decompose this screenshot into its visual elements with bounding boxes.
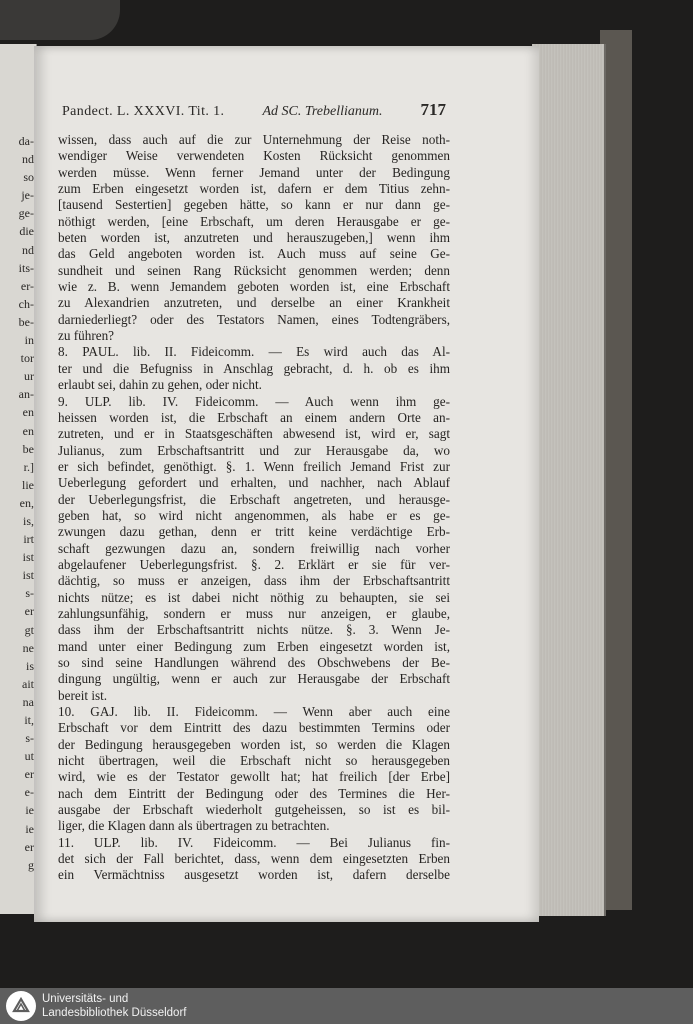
text-line: nichts nütze; es ist dabei nicht nöthig zu behaupten, sie sei bbox=[58, 589, 450, 605]
text-line: wendiger Weise verwendeten Kosten Rücksicht genommen bbox=[58, 148, 450, 164]
text-line: darniederliegt? oder des Testators Namen, eines Todtengräbers, bbox=[58, 311, 450, 327]
fragment-line: ne bbox=[22, 640, 34, 655]
text-line: heissen worden ist, die Erbschaft an einem andern Orte an- bbox=[58, 409, 450, 425]
fragment-line: er bbox=[24, 839, 34, 854]
fragment-line: en, bbox=[19, 495, 34, 510]
text-line: 10. GAJ. lib. II. Fideicomm. — Wenn aber auch eine bbox=[58, 704, 450, 720]
text-line: mand unter einer Bedingung zum Erben eingesetzt worden ist, bbox=[58, 638, 450, 654]
fragment-line: ist bbox=[22, 568, 34, 583]
text-line: schaft gezwungen dazu an, sondern freiwillig nach vorher bbox=[58, 540, 450, 556]
text-line: erlaubt sei, dahin zu gehen, oder nicht. bbox=[58, 377, 262, 393]
text-line: zwungen dazu gethan, denn er tritt keine verdächtige Erb- bbox=[58, 524, 450, 540]
text-line: ter und die Befugniss in Anschlag gebracht, d. h. ob es ihm bbox=[58, 360, 450, 376]
text-line: zum Erben eingesetzt worden ist, dafern er dem Titius zehn- bbox=[58, 181, 450, 197]
page-block-edges bbox=[532, 44, 606, 916]
text-line: abgelaufener Ueberlegungsfrist. §. 2. Erklärt er sie für ver- bbox=[58, 556, 450, 572]
footer-library-name[interactable] bbox=[42, 992, 186, 1020]
text-line: Ueberlegung gefordert und erhalten, und nachher, nach Ablauf bbox=[58, 475, 450, 491]
fragment-line: so bbox=[23, 170, 34, 185]
text-line: ausgabe der Erbschaft wiederholt gutgeheissen, so ist es bil- bbox=[58, 802, 450, 818]
fragment-line: ut bbox=[24, 749, 34, 764]
text-line: sundheit und seinen Rang Rücksicht genommen werden; denn bbox=[58, 262, 450, 278]
fragment-line: je- bbox=[21, 188, 34, 203]
fragment-line: ur bbox=[24, 369, 34, 384]
footer-line-1: Universitäts- und bbox=[42, 993, 129, 1005]
text-line: so sind seine Handlungen während des Obschwebens der Be- bbox=[58, 655, 450, 670]
text-line: dächtig, so muss er anzeigen, dass ihm der Erbschaftsantritt bbox=[58, 573, 450, 589]
library-footer bbox=[0, 988, 693, 1024]
page-number: 717 bbox=[420, 100, 446, 119]
fragment-line: be- bbox=[18, 314, 34, 329]
text-line: det sich der Fall berichtet, dass, wenn dem eingesetzten Erben bbox=[58, 851, 450, 867]
running-head-title: Pandect. L. XXXVI. Tit. 1. bbox=[62, 104, 225, 119]
text-line: [tausend Sestertien] gegeben hätte, so kann er nur dann ge- bbox=[58, 197, 450, 213]
text-line: wissen, dass auch auf die zur Unternehmung der Reise noth- bbox=[58, 132, 450, 147]
fragment-line: tor bbox=[20, 351, 34, 366]
fragment-line: er bbox=[24, 604, 34, 619]
text-line: wird, wie es der Testator gewollt hat; hat freilich [der Erbe] bbox=[58, 769, 450, 785]
fragment-line: its- bbox=[18, 260, 34, 275]
text-line: werden müsse. Wenn ferner Jemand unter der Bedingung bbox=[58, 164, 450, 180]
fragment-line: nd bbox=[22, 152, 34, 167]
running-head-subtitle: Ad SC. Trebellianum. bbox=[262, 104, 383, 119]
body-text bbox=[58, 132, 450, 884]
book-cover-corner bbox=[0, 0, 120, 40]
text-line: zu Alexandrien anzutreten, und derselbe an einer Krankheit bbox=[58, 295, 450, 311]
running-head bbox=[62, 100, 446, 120]
ulb-logo-icon[interactable] bbox=[6, 991, 36, 1021]
fragment-line: ge- bbox=[18, 206, 34, 221]
text-line: zu führen? bbox=[58, 328, 115, 344]
text-line: er sich befindet, genöthigt. §. 1. Wenn freilich Jemand Frist zur bbox=[58, 458, 450, 474]
text-line: nicht übertragen, weil die Erbschaft nicht so herausgegeben bbox=[58, 753, 450, 769]
text-line: 11. ULP. lib. IV. Fideicomm. — Bei Julianus fin- bbox=[58, 834, 450, 850]
previous-page-text-fragments bbox=[0, 132, 34, 874]
fragment-line: e- bbox=[24, 785, 34, 800]
fragment-line: is bbox=[25, 658, 34, 673]
text-line: wie z. B. wenn Jemandem geboten worden ist, eine Erbschaft bbox=[58, 279, 450, 295]
text-line: das Geld angeboten worden ist. Auch muss auf seine Ge- bbox=[58, 246, 450, 262]
text-line: beten worden ist, anzutreten und herauszugeben,] wenn ihm bbox=[58, 230, 450, 246]
text-line: Erbschaft vor dem Eintritt des dazu bestimmten Termins oder bbox=[58, 720, 450, 736]
fragment-line: die bbox=[19, 224, 34, 239]
fragment-line: s- bbox=[25, 586, 34, 601]
text-line: ein Vermächtniss ausgesetzt worden ist, dafern derselbe bbox=[58, 867, 450, 883]
text-line: der Bedingung herausgegeben worden ist, so werden die Klagen bbox=[58, 736, 450, 752]
fragment-line: ie bbox=[25, 803, 34, 818]
text-line: dass ihm der Erbschaftsantritt nichts nütze. §. 3. Wenn Je- bbox=[58, 622, 450, 638]
text-line: dingung ungültig, wenn er auch zur Herausgabe der Erbschaft bbox=[58, 671, 450, 687]
fragment-line: is, bbox=[22, 513, 34, 528]
fragment-line: g bbox=[28, 857, 34, 872]
fragment-line: da- bbox=[18, 134, 34, 148]
fragment-line: er bbox=[24, 767, 34, 782]
text-line: geben hat, so wird nicht angenommen, als habe er es ge- bbox=[58, 507, 450, 523]
text-line: bereit ist. bbox=[58, 687, 108, 703]
fragment-line: en bbox=[22, 423, 34, 438]
fragment-line: en bbox=[22, 405, 34, 420]
fragment-line: it, bbox=[24, 713, 34, 727]
fragment-line: gt bbox=[24, 622, 34, 637]
text-line: 8. PAUL. lib. II. Fideicomm. — Es wird auch das Al- bbox=[58, 344, 450, 360]
fragment-line: ch- bbox=[18, 296, 34, 311]
fragment-line: er- bbox=[20, 278, 34, 293]
text-line: zutreten, und er in Staatsgeschäften abwesend ist, wird er, sagt bbox=[58, 426, 450, 442]
text-line: 9. ULP. lib. IV. Fideicomm. — Auch wenn ihm ge- bbox=[58, 393, 450, 409]
fragment-line: s- bbox=[25, 731, 34, 746]
fragment-line: na bbox=[22, 694, 34, 709]
fragment-line: nd bbox=[22, 242, 34, 257]
text-line: nach dem Eintritt der Bedingung oder des Termines die Her- bbox=[58, 785, 450, 801]
fragment-line: ie bbox=[25, 821, 34, 836]
fragment-line: be bbox=[22, 441, 34, 456]
fragment-line: ait bbox=[22, 676, 34, 691]
fragment-line: in bbox=[24, 333, 34, 348]
fragment-line: lie bbox=[22, 477, 34, 492]
text-line: der Ueberlegungsfrist, die Erbschaft angetreten, und herausge- bbox=[58, 491, 450, 507]
text-line: zahlungsunfähig, sondern er muss nur anzeigen, er glaube, bbox=[58, 605, 450, 621]
text-line: Julianus, zum Erbschaftsantritt und zur Herausgabe da, wo bbox=[58, 442, 450, 458]
footer-line-2: Landesbibliothek Düsseldorf bbox=[42, 1007, 187, 1019]
fragment-line: irt bbox=[23, 532, 34, 547]
text-line: liger, die Klagen dann als übertragen zu betrachten. bbox=[58, 818, 330, 834]
fragment-line: an- bbox=[18, 387, 34, 402]
fragment-line: ist bbox=[22, 550, 34, 565]
fragment-line: r.] bbox=[23, 459, 34, 474]
text-line: nöthigt werden, [eine Erbschaft, um deren Herausgabe er ge- bbox=[58, 213, 450, 229]
